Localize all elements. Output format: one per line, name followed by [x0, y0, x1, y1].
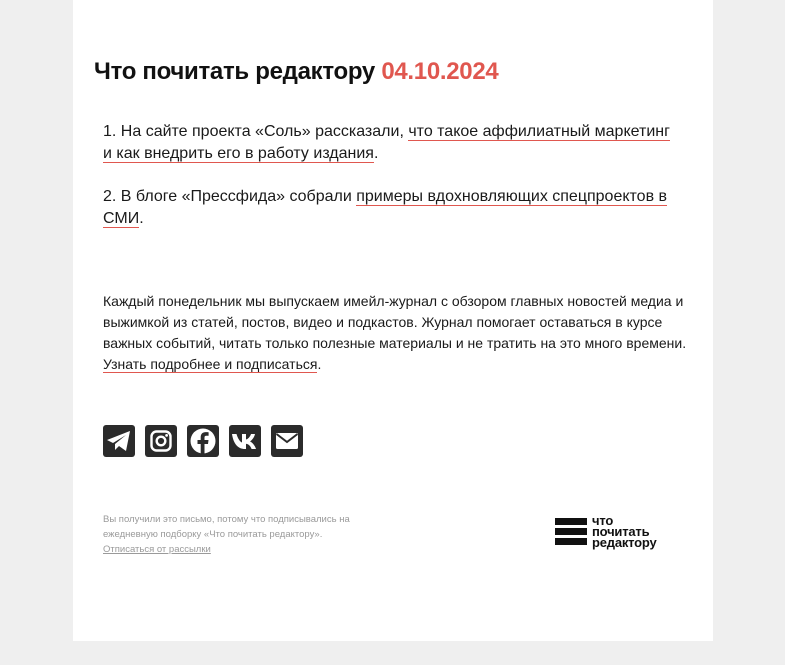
logo-line: редактору [592, 535, 657, 550]
article-link[interactable]: что такое аффилиатный маркетинг и как внедрить его в работу издания [103, 123, 670, 162]
subscribe-link[interactable]: Узнать подробнее и подписаться [103, 356, 318, 372]
title-text: Что почитать редактору [94, 58, 375, 85]
about-text: Каждый понедельник мы выпускаем имейл-журнал с обзором главных новостей медиа и выжимкой из статей, постов, видео и подкастов. Журнал помогает оставаться в курсе важных событий, читать только полезные материалы и не тратить на это много времени. [103, 293, 687, 351]
item-text: 2. В блоге «Прессфида» собрали [103, 188, 357, 205]
item-punctuation: . [139, 210, 144, 227]
brand-logo [555, 515, 657, 548]
facebook-icon[interactable] [187, 425, 219, 457]
article-link[interactable]: примеры вдохновляющих спецпроектов в СМИ [103, 188, 668, 227]
logo-line: что [592, 513, 614, 528]
email-card [73, 0, 713, 641]
social-links [103, 425, 303, 457]
logo-text [592, 515, 657, 548]
about-newsletter [103, 291, 688, 375]
instagram-icon[interactable] [145, 425, 177, 457]
logo-bars-icon [555, 518, 587, 545]
about-punctuation: . [317, 356, 322, 372]
list-item [103, 121, 683, 165]
unsubscribe-link[interactable]: Отписаться от рассылки [103, 544, 211, 555]
item-punctuation: . [373, 145, 379, 162]
item-text: 1. На сайте проекта «Соль» рассказали, [103, 123, 409, 140]
issue-date: 04.10.2024 [381, 58, 499, 85]
footer-text: Вы получили это письмо, потому что подписывались на ежедневную подборку «Что почитать редактору». [103, 514, 350, 540]
reading-list [103, 121, 683, 251]
logo-line: почитать [592, 524, 650, 539]
footer-notice [103, 512, 393, 557]
mail-icon[interactable] [271, 425, 303, 457]
telegram-icon[interactable] [103, 425, 135, 457]
list-item [103, 186, 683, 230]
page-title [94, 58, 498, 86]
vk-icon[interactable] [229, 425, 261, 457]
